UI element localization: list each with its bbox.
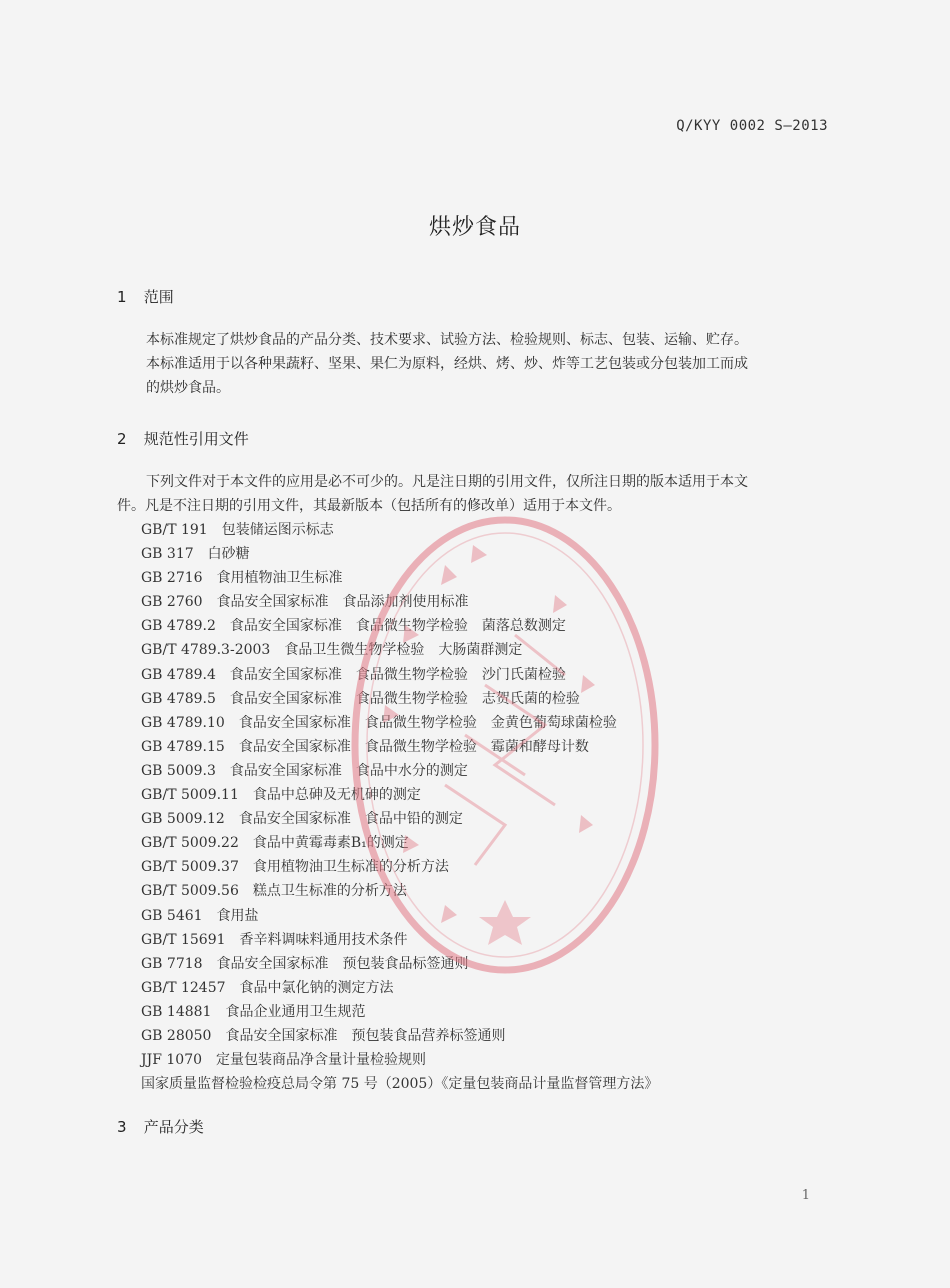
- reference-item: [141, 928, 658, 952]
- reference-title: 包装储运图示标志: [221, 522, 334, 538]
- page-number: 1: [801, 1188, 810, 1203]
- reference-item: [141, 566, 658, 590]
- reference-title: 食品企业通用卫生规范: [225, 1003, 366, 1020]
- reference-item: [141, 590, 658, 614]
- reference-item: [141, 518, 658, 542]
- reference-code: GB/T 191: [141, 522, 208, 538]
- reference-code: GB 4789.15: [141, 738, 225, 755]
- reference-title: 食用盐: [216, 907, 259, 924]
- reference-code: GB/T 12457: [141, 979, 226, 996]
- document-title: 烘炒食品: [428, 215, 521, 240]
- reference-title: 食品安全国家标准 食品微生物学检验 沙门氏菌检验: [229, 666, 566, 683]
- reference-code: GB 5461: [141, 907, 203, 924]
- scope-paragraph: [117, 328, 833, 400]
- reference-item: [141, 1000, 658, 1024]
- reference-list: [141, 518, 658, 1096]
- reference-title: 食品中黄霉毒素B₁的测定: [252, 835, 409, 852]
- reference-code: GB 4789.2: [141, 618, 216, 635]
- reference-item: [141, 1048, 658, 1072]
- paragraph-line: 的烘炒食品。: [146, 380, 230, 396]
- reference-item: [141, 855, 658, 879]
- reference-title: 食品中氯化钠的测定方法: [239, 979, 394, 996]
- section-number: 2: [117, 430, 127, 448]
- reference-item: [141, 904, 658, 928]
- paragraph-line: 本标准适用于以各种果蔬籽、坚果、果仁为原料，经烘、烤、炒、炸等工艺包装或分包装加工而成: [146, 356, 748, 372]
- reference-item: [141, 1072, 658, 1096]
- reference-title: 食品安全国家标准 食品中水分的测定: [229, 762, 468, 779]
- reference-item: [141, 976, 658, 1000]
- reference-code: GB 2716: [141, 570, 203, 587]
- section-number: 3: [117, 1118, 127, 1136]
- paragraph-line: 下列文件对于本文件的应用是必不可少的。凡是注日期的引用文件，仅所注日期的版本适用于本文: [146, 474, 748, 490]
- reference-code: GB/T 4789.3-2003: [141, 642, 271, 659]
- standard-code: Q/KYY 0002 S—2013: [676, 118, 828, 134]
- reference-code: GB 4789.10: [141, 714, 225, 731]
- reference-title: 食品安全国家标准 食品微生物学检验 菌落总数测定: [229, 618, 566, 635]
- reference-item: [141, 614, 658, 638]
- references-intro-paragraph: [117, 470, 833, 518]
- reference-code: GB/T 15691: [141, 931, 226, 948]
- section-heading-product-classification: [117, 1116, 204, 1137]
- reference-item: [141, 638, 658, 662]
- section-title: 规范性引用文件: [143, 430, 249, 448]
- reference-item: [141, 663, 658, 687]
- reference-code: GB/T 5009.22: [141, 835, 239, 852]
- reference-item: [141, 783, 658, 807]
- reference-code: GB/T 5009.56: [141, 883, 239, 900]
- reference-item: [141, 879, 658, 903]
- reference-title: 国家质量监督检验检疫总局令第 75 号（2005）《定量包装商品计量监督管理方法》: [141, 1076, 659, 1093]
- reference-item: [141, 687, 658, 711]
- reference-item: [141, 1024, 658, 1048]
- reference-title: 食品安全国家标准 食品添加剂使用标准: [216, 594, 469, 611]
- reference-title: 食用植物油卫生标准的分析方法: [252, 859, 449, 876]
- reference-item: [141, 807, 658, 831]
- reference-title: 食品卫生微生物学检验 大肠菌群测定: [284, 642, 523, 659]
- reference-title: 食品安全国家标准 食品微生物学检验 霉菌和酵母计数: [238, 738, 589, 755]
- section-number: 1: [117, 288, 127, 306]
- reference-item: [141, 735, 658, 759]
- reference-code: GB 4789.5: [141, 690, 216, 707]
- reference-code: GB/T 5009.37: [141, 859, 239, 876]
- paragraph-line: 件。凡是不注日期的引用文件，其最新版本（包括所有的修改单）适用于本文件。: [117, 498, 621, 514]
- reference-item: [141, 759, 658, 783]
- section-title: 范围: [143, 288, 174, 306]
- reference-code: GB 317: [141, 546, 194, 563]
- reference-title: 定量包装商品净含量计量检验规则: [216, 1052, 427, 1069]
- reference-code: JJF 1070: [141, 1052, 203, 1069]
- reference-title: 香辛料调味料通用技术条件: [239, 931, 408, 948]
- reference-title: 食品安全国家标准 预包装食品营养标签通则: [225, 1027, 506, 1044]
- reference-title: 食品安全国家标准 预包装食品标签通则: [216, 955, 469, 972]
- reference-item: [141, 542, 658, 566]
- reference-item: [141, 831, 658, 855]
- reference-code: GB 5009.12: [141, 811, 225, 828]
- reference-item: [141, 952, 658, 976]
- reference-title: 白砂糖: [207, 546, 250, 563]
- reference-title: 食品安全国家标准 食品微生物学检验 志贺氏菌的检验: [229, 690, 580, 707]
- reference-code: GB 7718: [141, 955, 203, 972]
- reference-title: 食品安全国家标准 食品中铅的测定: [238, 811, 463, 828]
- reference-code: GB 28050: [141, 1027, 212, 1044]
- reference-code: GB 4789.4: [141, 666, 216, 683]
- section-title: 产品分类: [143, 1118, 204, 1136]
- reference-code: GB 14881: [141, 1003, 212, 1020]
- reference-item: [141, 711, 658, 735]
- reference-title: 食品中总砷及无机砷的测定: [252, 787, 421, 804]
- section-heading-normative-references: [117, 428, 249, 449]
- section-heading-scope: [117, 286, 174, 307]
- reference-code: GB 5009.3: [141, 762, 216, 779]
- reference-code: GB 2760: [141, 594, 203, 611]
- paragraph-line: 本标准规定了烘炒食品的产品分类、技术要求、试验方法、检验规则、标志、包装、运输、贮存。: [146, 332, 748, 348]
- reference-code: GB/T 5009.11: [141, 787, 239, 804]
- reference-title: 糕点卫生标准的分析方法: [252, 883, 407, 900]
- reference-title: 食品安全国家标准 食品微生物学检验 金黄色葡萄球菌检验: [238, 714, 617, 731]
- reference-title: 食用植物油卫生标准: [216, 570, 343, 587]
